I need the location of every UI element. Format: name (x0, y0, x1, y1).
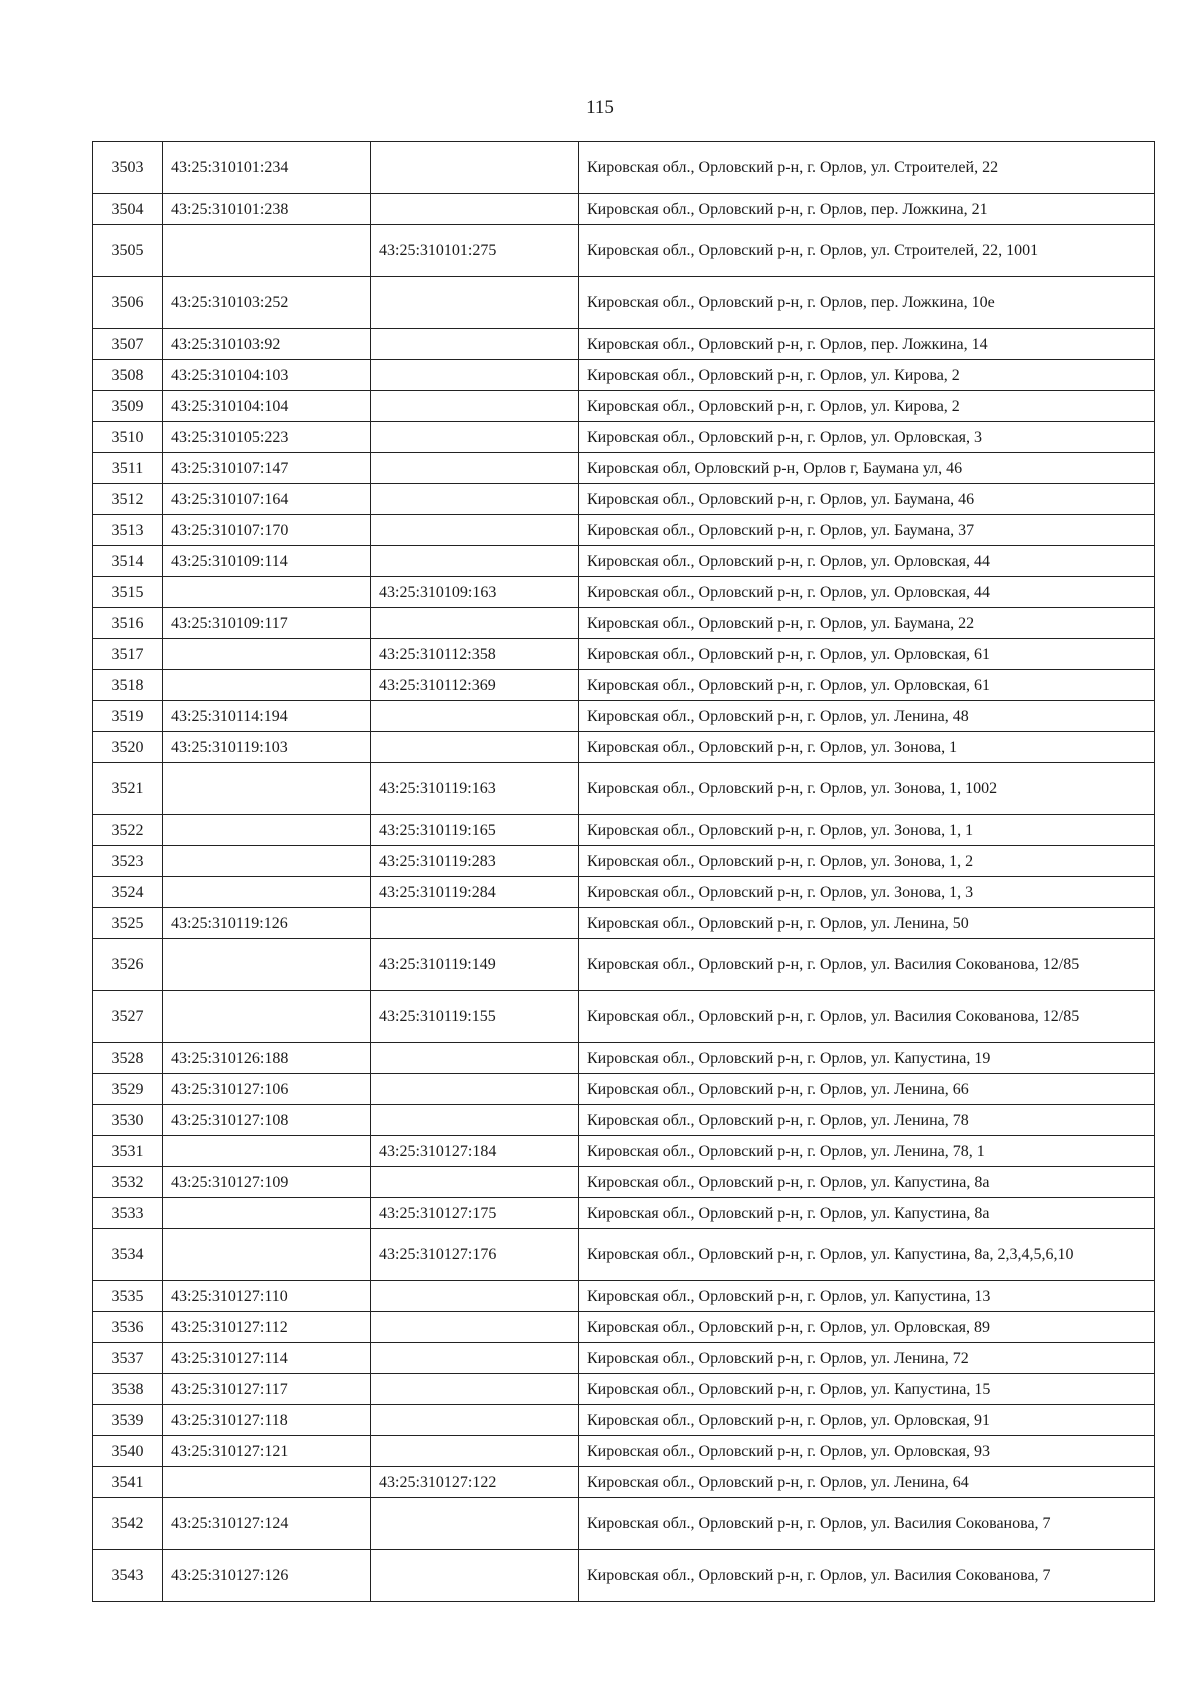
row-number: 3541 (93, 1467, 163, 1498)
address: Кировская обл., Орловский р-н, г. Орлов, ул. Орловская, 89 (579, 1312, 1155, 1343)
cadastral-number-building (371, 701, 579, 732)
row-number: 3514 (93, 546, 163, 577)
address: Кировская обл., Орловский р-н, г. Орлов, ул. Зонова, 1, 1002 (579, 763, 1155, 815)
address: Кировская обл, Орловский р-н, Орлов г, Баумана ул, 46 (579, 453, 1155, 484)
row-number: 3510 (93, 422, 163, 453)
cadastral-number-building (371, 1312, 579, 1343)
row-number: 3518 (93, 670, 163, 701)
row-number: 3535 (93, 1281, 163, 1312)
address: Кировская обл., Орловский р-н, г. Орлов, ул. Кирова, 2 (579, 391, 1155, 422)
table-row (93, 1436, 1155, 1467)
table-row (93, 1167, 1155, 1198)
table-row (93, 1374, 1155, 1405)
cadastral-number-building (371, 546, 579, 577)
table-row (93, 225, 1155, 277)
address: Кировская обл., Орловский р-н, г. Орлов, ул. Кирова, 2 (579, 360, 1155, 391)
cadastral-number-building (371, 1167, 579, 1198)
table-row (93, 991, 1155, 1043)
cadastral-number-land: 43:25:310127:117 (163, 1374, 371, 1405)
cadastral-number-building (371, 484, 579, 515)
address: Кировская обл., Орловский р-н, г. Орлов, ул. Орловская, 3 (579, 422, 1155, 453)
table-row (93, 1043, 1155, 1074)
cadastral-number-building (371, 1405, 579, 1436)
address: Кировская обл., Орловский р-н, г. Орлов, ул. Капустина, 8а (579, 1167, 1155, 1198)
cadastral-number-land (163, 670, 371, 701)
cadastral-number-building: 43:25:310127:122 (371, 1467, 579, 1498)
table-row (93, 639, 1155, 670)
row-number: 3538 (93, 1374, 163, 1405)
cadastral-number-building: 43:25:310109:163 (371, 577, 579, 608)
address: Кировская обл., Орловский р-н, г. Орлов, ул. Василия Сокованова, 7 (579, 1550, 1155, 1602)
address: Кировская обл., Орловский р-н, г. Орлов, ул. Ленина, 78, 1 (579, 1136, 1155, 1167)
row-number: 3532 (93, 1167, 163, 1198)
row-number: 3505 (93, 225, 163, 277)
cadastral-number-land (163, 1229, 371, 1281)
cadastral-number-building (371, 1074, 579, 1105)
cadastral-number-building (371, 453, 579, 484)
cadastral-number-building: 43:25:310127:176 (371, 1229, 579, 1281)
table-row (93, 908, 1155, 939)
cadastral-number-land: 43:25:310127:121 (163, 1436, 371, 1467)
table-row (93, 1405, 1155, 1436)
cadastral-number-building (371, 1550, 579, 1602)
table-row (93, 670, 1155, 701)
address: Кировская обл., Орловский р-н, г. Орлов, ул. Ленина, 66 (579, 1074, 1155, 1105)
table-row (93, 453, 1155, 484)
table-row (93, 1343, 1155, 1374)
address: Кировская обл., Орловский р-н, г. Орлов, пер. Ложкина, 14 (579, 329, 1155, 360)
address: Кировская обл., Орловский р-н, г. Орлов, ул. Ленина, 48 (579, 701, 1155, 732)
row-number: 3513 (93, 515, 163, 546)
cadastral-number-land (163, 1136, 371, 1167)
row-number: 3533 (93, 1198, 163, 1229)
address: Кировская обл., Орловский р-н, г. Орлов, ул. Зонова, 1, 2 (579, 846, 1155, 877)
cadastral-number-building (371, 908, 579, 939)
cadastral-number-land: 43:25:310101:234 (163, 142, 371, 194)
registry-table (92, 141, 1155, 1602)
address: Кировская обл., Орловский р-н, г. Орлов, ул. Зонова, 1 (579, 732, 1155, 763)
cadastral-number-land (163, 577, 371, 608)
cadastral-number-land: 43:25:310126:188 (163, 1043, 371, 1074)
cadastral-number-land (163, 939, 371, 991)
address: Кировская обл., Орловский р-н, г. Орлов, ул. Строителей, 22 (579, 142, 1155, 194)
table-row (93, 1467, 1155, 1498)
cadastral-number-land: 43:25:310107:147 (163, 453, 371, 484)
row-number: 3539 (93, 1405, 163, 1436)
address: Кировская обл., Орловский р-н, г. Орлов, ул. Ленина, 64 (579, 1467, 1155, 1498)
cadastral-number-building: 43:25:310112:358 (371, 639, 579, 670)
cadastral-number-building (371, 1043, 579, 1074)
cadastral-number-land (163, 639, 371, 670)
row-number: 3537 (93, 1343, 163, 1374)
row-number: 3504 (93, 194, 163, 225)
row-number: 3524 (93, 877, 163, 908)
row-number: 3526 (93, 939, 163, 991)
cadastral-number-land: 43:25:310109:117 (163, 608, 371, 639)
cadastral-number-land: 43:25:310119:103 (163, 732, 371, 763)
table-row (93, 1312, 1155, 1343)
cadastral-number-land (163, 991, 371, 1043)
row-number: 3506 (93, 277, 163, 329)
table-row (93, 1136, 1155, 1167)
address: Кировская обл., Орловский р-н, г. Орлов, пер. Ложкина, 21 (579, 194, 1155, 225)
cadastral-number-land (163, 846, 371, 877)
row-number: 3534 (93, 1229, 163, 1281)
cadastral-number-building (371, 142, 579, 194)
cadastral-number-building (371, 277, 579, 329)
cadastral-number-building (371, 1105, 579, 1136)
cadastral-number-land (163, 225, 371, 277)
address: Кировская обл., Орловский р-н, г. Орлов, пер. Ложкина, 10е (579, 277, 1155, 329)
table-row (93, 422, 1155, 453)
cadastral-number-land (163, 1467, 371, 1498)
table-row (93, 701, 1155, 732)
cadastral-number-building (371, 515, 579, 546)
table-row (93, 846, 1155, 877)
cadastral-number-land: 43:25:310127:118 (163, 1405, 371, 1436)
table-row (93, 1281, 1155, 1312)
row-number: 3525 (93, 908, 163, 939)
table-row (93, 360, 1155, 391)
cadastral-number-land: 43:25:310104:103 (163, 360, 371, 391)
address: Кировская обл., Орловский р-н, г. Орлов, ул. Орловская, 61 (579, 639, 1155, 670)
table-row (93, 484, 1155, 515)
cadastral-number-land: 43:25:310127:112 (163, 1312, 371, 1343)
table-row (93, 546, 1155, 577)
address: Кировская обл., Орловский р-н, г. Орлов, ул. Зонова, 1, 1 (579, 815, 1155, 846)
row-number: 3543 (93, 1550, 163, 1602)
table-row (93, 1498, 1155, 1550)
table-row (93, 763, 1155, 815)
cadastral-number-land (163, 1198, 371, 1229)
table-row (93, 391, 1155, 422)
cadastral-number-land: 43:25:310114:194 (163, 701, 371, 732)
address: Кировская обл., Орловский р-н, г. Орлов, ул. Орловская, 44 (579, 577, 1155, 608)
registry-rows (93, 142, 1155, 1602)
table-row (93, 815, 1155, 846)
address: Кировская обл., Орловский р-н, г. Орлов, ул. Капустина, 15 (579, 1374, 1155, 1405)
cadastral-number-building (371, 1343, 579, 1374)
cadastral-number-land: 43:25:310105:223 (163, 422, 371, 453)
row-number: 3522 (93, 815, 163, 846)
table-row (93, 577, 1155, 608)
cadastral-number-building (371, 732, 579, 763)
address: Кировская обл., Орловский р-н, г. Орлов, ул. Зонова, 1, 3 (579, 877, 1155, 908)
address: Кировская обл., Орловский р-н, г. Орлов, ул. Ленина, 78 (579, 1105, 1155, 1136)
cadastral-number-land (163, 815, 371, 846)
row-number: 3517 (93, 639, 163, 670)
address: Кировская обл., Орловский р-н, г. Орлов, ул. Василия Соковановa, 12/85 (579, 939, 1155, 991)
cadastral-number-building: 43:25:310119:149 (371, 939, 579, 991)
row-number: 3508 (93, 360, 163, 391)
row-number: 3531 (93, 1136, 163, 1167)
row-number: 3519 (93, 701, 163, 732)
row-number: 3515 (93, 577, 163, 608)
cadastral-number-land: 43:25:310103:252 (163, 277, 371, 329)
address: Кировская обл., Орловский р-н, г. Орлов, ул. Орловская, 61 (579, 670, 1155, 701)
cadastral-number-land: 43:25:310109:114 (163, 546, 371, 577)
row-number: 3530 (93, 1105, 163, 1136)
cadastral-number-land: 43:25:310103:92 (163, 329, 371, 360)
table-row (93, 329, 1155, 360)
address: Кировская обл., Орловский р-н, г. Орлов, ул. Орловская, 91 (579, 1405, 1155, 1436)
address: Кировская обл., Орловский р-н, г. Орлов, ул. Василия Соковановa, 12/85 (579, 991, 1155, 1043)
address: Кировская обл., Орловский р-н, г. Орлов, ул. Орловская, 93 (579, 1436, 1155, 1467)
address: Кировская обл., Орловский р-н, г. Орлов, ул. Строителей, 22, 1001 (579, 225, 1155, 277)
cadastral-number-building: 43:25:310119:283 (371, 846, 579, 877)
cadastral-number-building (371, 194, 579, 225)
cadastral-number-building (371, 329, 579, 360)
row-number: 3511 (93, 453, 163, 484)
cadastral-number-land (163, 763, 371, 815)
address: Кировская обл., Орловский р-н, г. Орлов, ул. Капустина, 8а, 2,3,4,5,6,10 (579, 1229, 1155, 1281)
row-number: 3507 (93, 329, 163, 360)
row-number: 3512 (93, 484, 163, 515)
table-row (93, 939, 1155, 991)
cadastral-number-building (371, 360, 579, 391)
cadastral-number-building (371, 1281, 579, 1312)
cadastral-number-land: 43:25:310127:110 (163, 1281, 371, 1312)
address: Кировская обл., Орловский р-н, г. Орлов, ул. Орловская, 44 (579, 546, 1155, 577)
cadastral-number-land: 43:25:310104:104 (163, 391, 371, 422)
row-number: 3520 (93, 732, 163, 763)
row-number: 3536 (93, 1312, 163, 1343)
cadastral-number-building (371, 391, 579, 422)
address: Кировская обл., Орловский р-н, г. Орлов, ул. Баумана, 37 (579, 515, 1155, 546)
table-row (93, 194, 1155, 225)
table-row (93, 1074, 1155, 1105)
cadastral-number-building: 43:25:310119:163 (371, 763, 579, 815)
cadastral-number-building: 43:25:310119:284 (371, 877, 579, 908)
address: Кировская обл., Орловский р-н, г. Орлов, ул. Баумана, 46 (579, 484, 1155, 515)
row-number: 3509 (93, 391, 163, 422)
cadastral-number-building (371, 608, 579, 639)
address: Кировская обл., Орловский р-н, г. Орлов, ул. Капустина, 19 (579, 1043, 1155, 1074)
row-number: 3528 (93, 1043, 163, 1074)
cadastral-number-building: 43:25:310101:275 (371, 225, 579, 277)
address: Кировская обл., Орловский р-н, г. Орлов, ул. Ленина, 50 (579, 908, 1155, 939)
address: Кировская обл., Орловский р-н, г. Орлов, ул. Капустина, 13 (579, 1281, 1155, 1312)
table-row (93, 732, 1155, 763)
cadastral-number-building: 43:25:310127:175 (371, 1198, 579, 1229)
table-row (93, 877, 1155, 908)
row-number: 3542 (93, 1498, 163, 1550)
cadastral-number-land: 43:25:310127:126 (163, 1550, 371, 1602)
cadastral-number-land: 43:25:310127:109 (163, 1167, 371, 1198)
row-number: 3540 (93, 1436, 163, 1467)
address: Кировская обл., Орловский р-н, г. Орлов, ул. Капустина, 8а (579, 1198, 1155, 1229)
cadastral-number-building: 43:25:310119:165 (371, 815, 579, 846)
cadastral-number-building (371, 1498, 579, 1550)
table-row (93, 1229, 1155, 1281)
cadastral-number-land: 43:25:310101:238 (163, 194, 371, 225)
cadastral-number-building (371, 1436, 579, 1467)
cadastral-number-land: 43:25:310107:164 (163, 484, 371, 515)
row-number: 3516 (93, 608, 163, 639)
row-number: 3527 (93, 991, 163, 1043)
row-number: 3523 (93, 846, 163, 877)
table-row (93, 608, 1155, 639)
table-row (93, 515, 1155, 546)
cadastral-number-building: 43:25:310119:155 (371, 991, 579, 1043)
table-row (93, 1198, 1155, 1229)
table-row (93, 1105, 1155, 1136)
table-row (93, 142, 1155, 194)
page-number: 115 (586, 97, 614, 118)
cadastral-number-land: 43:25:310127:106 (163, 1074, 371, 1105)
cadastral-number-building: 43:25:310112:369 (371, 670, 579, 701)
address: Кировская обл., Орловский р-н, г. Орлов, ул. Ленина, 72 (579, 1343, 1155, 1374)
table-row (93, 1550, 1155, 1602)
table-row (93, 277, 1155, 329)
row-number: 3503 (93, 142, 163, 194)
cadastral-number-building: 43:25:310127:184 (371, 1136, 579, 1167)
address: Кировская обл., Орловский р-н, г. Орлов, ул. Василия Сокованова, 7 (579, 1498, 1155, 1550)
cadastral-number-building (371, 422, 579, 453)
cadastral-number-land: 43:25:310127:124 (163, 1498, 371, 1550)
cadastral-number-building (371, 1374, 579, 1405)
cadastral-number-land: 43:25:310107:170 (163, 515, 371, 546)
cadastral-number-land: 43:25:310119:126 (163, 908, 371, 939)
cadastral-number-land: 43:25:310127:114 (163, 1343, 371, 1374)
cadastral-number-land (163, 877, 371, 908)
row-number: 3529 (93, 1074, 163, 1105)
row-number: 3521 (93, 763, 163, 815)
cadastral-number-land: 43:25:310127:108 (163, 1105, 371, 1136)
address: Кировская обл., Орловский р-н, г. Орлов, ул. Баумана, 22 (579, 608, 1155, 639)
